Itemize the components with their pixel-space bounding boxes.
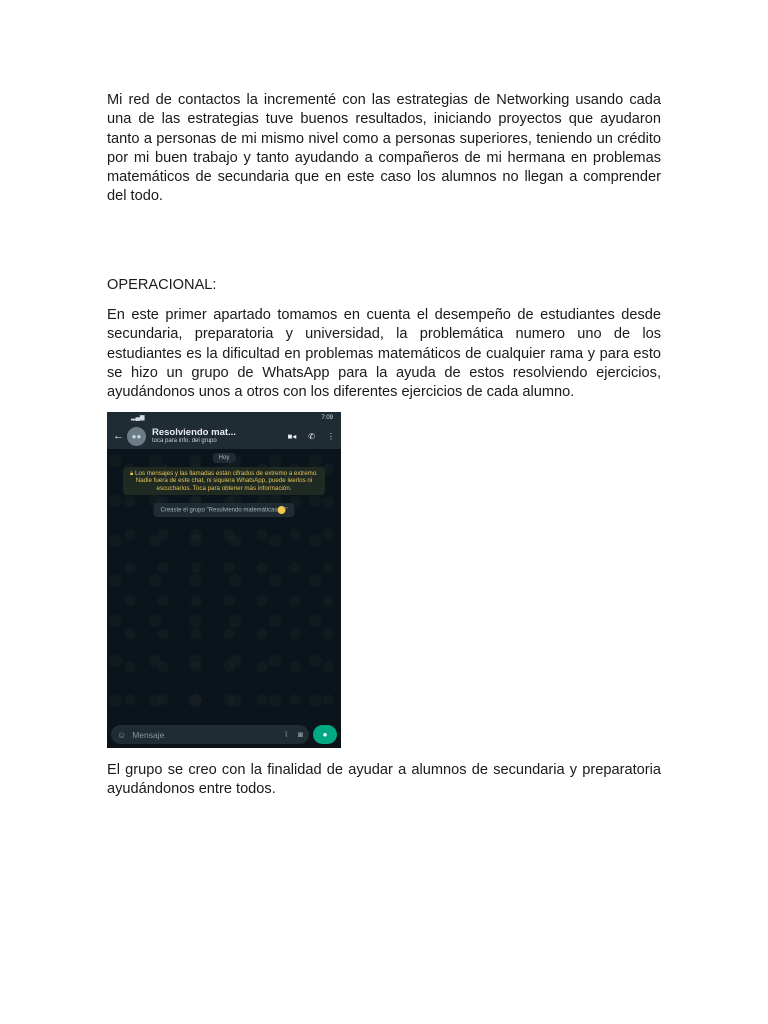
camera-icon[interactable]: ◙ (298, 730, 303, 739)
chat-title-block[interactable] (152, 428, 287, 444)
lock-icon: 🔒︎ (130, 470, 134, 477)
chat-title: Resolviendo mat... (152, 426, 236, 438)
phone-icon[interactable]: ✆ (308, 431, 315, 441)
group-avatar-icon[interactable]: ●● (127, 427, 146, 446)
operational-paragraph: En este primer apartado tomamos en cuenta el desempeño de estudiantes desde secundaria, preparatoria y universidad, la problemática numero uno de los estudiantes es la dificultad en problemas matemáticos de cualquier rama y para esto se hizo un grupo de WhatsApp para la ayuda de estos resolviendo ejercicios, ayudándonos unos a otros con los diferentes ejercicios de cada alumno. (107, 307, 661, 401)
message-placeholder: Mensaje (132, 729, 165, 740)
status-bar (107, 412, 341, 423)
grin-emoji-icon (277, 506, 285, 514)
message-input[interactable] (111, 725, 309, 744)
whatsapp-screenshot (107, 412, 341, 748)
mic-button[interactable] (313, 725, 337, 744)
section-heading: OPERACIONAL: (107, 277, 217, 293)
date-chip: Hoy (213, 453, 236, 463)
intro-paragraph: Mi red de contactos la incrementé con las estrategias de Networking usando cada una de las estrategias tuve buenos resultados, iniciando proyectos que ayudaron tanto a personas de mi mismo nivel como a personas superiores, teniendo un crédito por mi buen trabajo y tanto ayudando a compañeros de mi hermana en problemas matemáticos de secundaria que en este caso los alumnos no llegan a comprender del todo. (107, 92, 661, 205)
chat-area (107, 449, 341, 721)
chat-subtitle: toca para info. del grupo (152, 437, 217, 444)
group-created-text: Creaste el grupo "Resolviendo matemáticas (160, 507, 278, 514)
encryption-notice-text: Los mensajes y las llamadas están cifrados de extremo a extremo. Nadie fuera de este chat, ni siquiera WhatsApp, puede leerlos ni escucharlos. Toca para obtener más información. (135, 470, 318, 492)
back-arrow-icon[interactable]: ← (113, 430, 124, 442)
emoji-icon[interactable]: ☺ (117, 729, 127, 740)
encryption-notice[interactable] (123, 467, 325, 495)
signal-icon: ▂▄▆ (131, 415, 145, 421)
mic-icon: ● (322, 730, 328, 739)
status-time: 7:09 (321, 414, 333, 421)
attach-icon[interactable]: ⌇ (284, 730, 289, 739)
video-call-icon[interactable]: ■◂ (287, 431, 297, 441)
closing-paragraph: El grupo se creo con la finalidad de ayudar a alumnos de secundaria y preparatoria ayudándonos entre todos. (107, 762, 661, 798)
chat-header (107, 423, 341, 449)
group-created-notice: Creaste el grupo "Resolviendo matemáticas " (154, 503, 295, 517)
more-vert-icon[interactable]: ⋮ (327, 431, 335, 441)
composer (107, 721, 341, 748)
